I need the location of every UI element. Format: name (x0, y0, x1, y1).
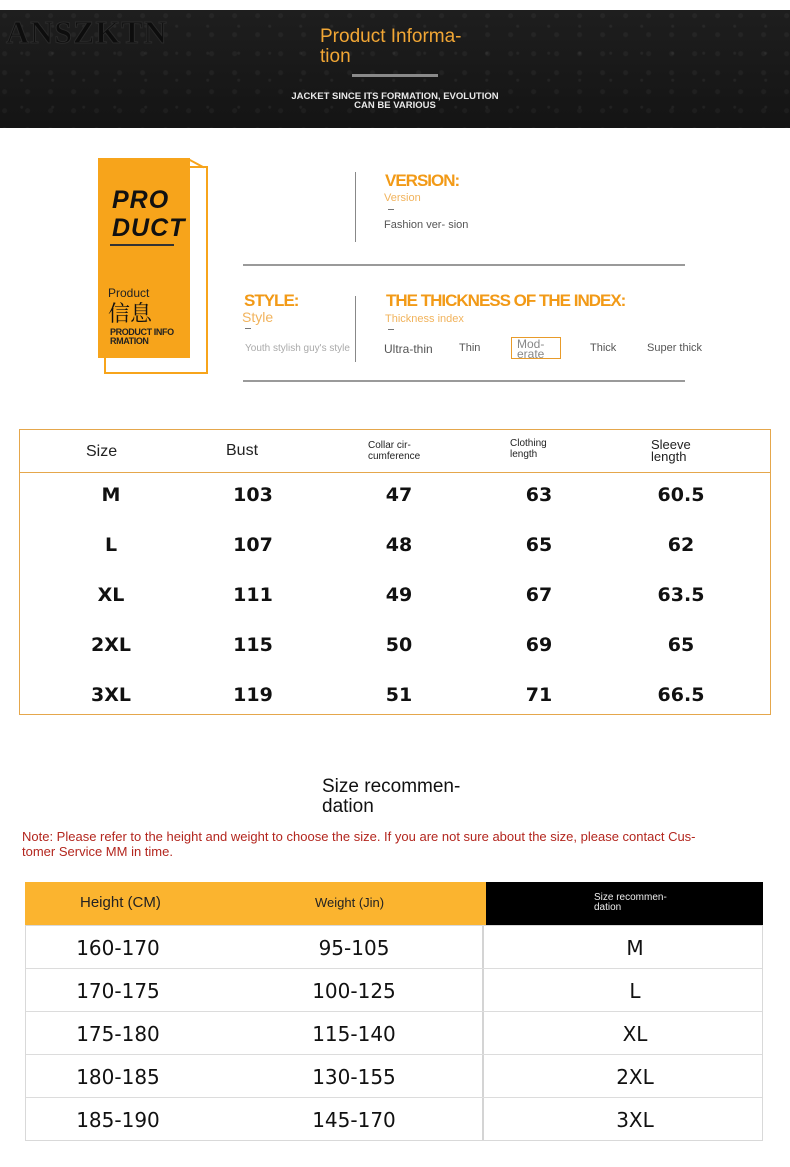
size-cell: 65 (667, 634, 695, 656)
recommendation-cell: XL (622, 1022, 648, 1046)
recommendation-row-divider (26, 1054, 762, 1055)
recommendation-row-divider (26, 1097, 762, 1098)
size-cell: 111 (233, 584, 273, 606)
recommendation-table (25, 882, 763, 1141)
recommendation-cell: 95-105 (318, 936, 390, 960)
tag-cn-label: 信息 (108, 301, 153, 326)
divider-vertical-top (355, 172, 356, 242)
brand-logo: ANSZKTN (6, 14, 168, 50)
size-table (19, 429, 771, 715)
recommendation-title: Size recommen- dation (322, 776, 461, 817)
size-header-collar: Collar cir- cumference (368, 440, 421, 462)
recommendation-grid (25, 925, 763, 1141)
size-cell: 48 (385, 534, 413, 556)
size-cell: 50 (385, 634, 413, 656)
tag-card (98, 158, 190, 358)
thickness-label: THE THICKNESS OF THE INDEX: (386, 291, 626, 310)
style-label: STYLE: (244, 291, 299, 310)
tag-info-label: PRODUCT INFO RMATION (110, 327, 174, 346)
size-cell: XL (97, 584, 125, 606)
size-cell: L (104, 534, 118, 556)
product-tag-graphic (98, 158, 208, 374)
thickness-option-thin: Thin (459, 342, 481, 354)
recommendation-cell: 180-185 (76, 1065, 160, 1089)
size-header-size: Size (86, 443, 118, 460)
recommendation-cell: 160-170 (76, 936, 160, 960)
thickness-option-thick: Thick (590, 342, 617, 354)
size-cell: 66.5 (657, 684, 705, 706)
tag-product-label: Product (108, 286, 150, 300)
banner-title: Product Informa- tion (320, 26, 462, 67)
recommendation-cell: 130-155 (312, 1065, 396, 1089)
size-cell: 60.5 (657, 484, 705, 506)
size-cell: 51 (385, 684, 413, 706)
recommendation-header-height: Height (CM) (80, 894, 161, 911)
banner-subtitle: JACKET SINCE ITS FORMATION, EVOLUTION CAN BE VARIOUS (291, 91, 499, 111)
size-cell: 107 (233, 534, 273, 556)
thickness-sub-label: Thickness index (385, 313, 464, 325)
tag-rule (110, 244, 174, 246)
size-cell: 3XL (91, 684, 131, 706)
recommendation-cell: 115-140 (312, 1022, 396, 1046)
recommendation-cell: L (629, 979, 641, 1003)
recommendation-note: Note: Please refer to the height and weight to choose the size. If you are not sure about the size, please contact Cus- tomer Service MM in time. (22, 829, 696, 859)
recommendation-header-size: Size recommen- dation (594, 892, 667, 913)
divider-vertical-bottom (355, 296, 356, 362)
size-cell: 69 (525, 634, 553, 656)
recommendation-column-divider (482, 926, 484, 1140)
style-value: Youth stylish guy's style (245, 343, 350, 354)
version-value: Fashion ver- sion (384, 219, 469, 231)
version-label: VERSION: (385, 171, 460, 190)
header-banner (0, 10, 790, 128)
size-cell: 63 (525, 484, 553, 506)
recommendation-cell: 3XL (616, 1108, 654, 1132)
recommendation-cell: 100-125 (312, 979, 396, 1003)
recommendation-row-divider (26, 1011, 762, 1012)
size-cell: 115 (233, 634, 273, 656)
recommendation-header-weight: Weight (Jin) (315, 895, 385, 910)
recommendation-cell: 145-170 (312, 1108, 396, 1132)
divider-horizontal-mid (243, 264, 685, 266)
size-cell: M (101, 484, 121, 506)
recommendation-row-divider (26, 968, 762, 969)
banner-divider (352, 74, 438, 77)
size-cell: 62 (667, 534, 695, 556)
size-header-clothing-length: Clothing length (510, 438, 547, 460)
thickness-option-moderate-selected: Mod- erate (511, 337, 561, 359)
thickness-option-super-thick: Super thick (647, 342, 703, 354)
thickness-dash (388, 329, 394, 330)
style-dash (245, 328, 251, 329)
size-cell: 47 (385, 484, 413, 506)
size-header-sleeve-length: Sleeve length (651, 437, 691, 464)
recommendation-cell: M (626, 936, 644, 960)
recommendation-cell: 2XL (616, 1065, 654, 1089)
size-header-bust: Bust (226, 442, 259, 459)
divider-horizontal-bottom (243, 380, 685, 382)
size-table-header-line (20, 472, 770, 473)
version-sub-label: Version (384, 192, 421, 204)
size-cell: 49 (385, 584, 413, 606)
version-dash (388, 209, 394, 210)
recommendation-cell: 185-190 (76, 1108, 160, 1132)
size-cell: 63.5 (657, 584, 705, 606)
thickness-option-ultra-thin: Ultra-thin (384, 342, 433, 356)
size-cell: 65 (525, 534, 553, 556)
size-cell: 119 (233, 684, 273, 706)
size-cell: 71 (525, 684, 553, 706)
tag-title: PRO DUCT (112, 186, 186, 242)
size-cell: 2XL (91, 634, 131, 656)
recommendation-cell: 170-175 (76, 979, 160, 1003)
style-sub-label: Style (242, 309, 274, 325)
size-cell: 67 (525, 584, 553, 606)
size-cell: 103 (233, 484, 273, 506)
recommendation-cell: 175-180 (76, 1022, 160, 1046)
